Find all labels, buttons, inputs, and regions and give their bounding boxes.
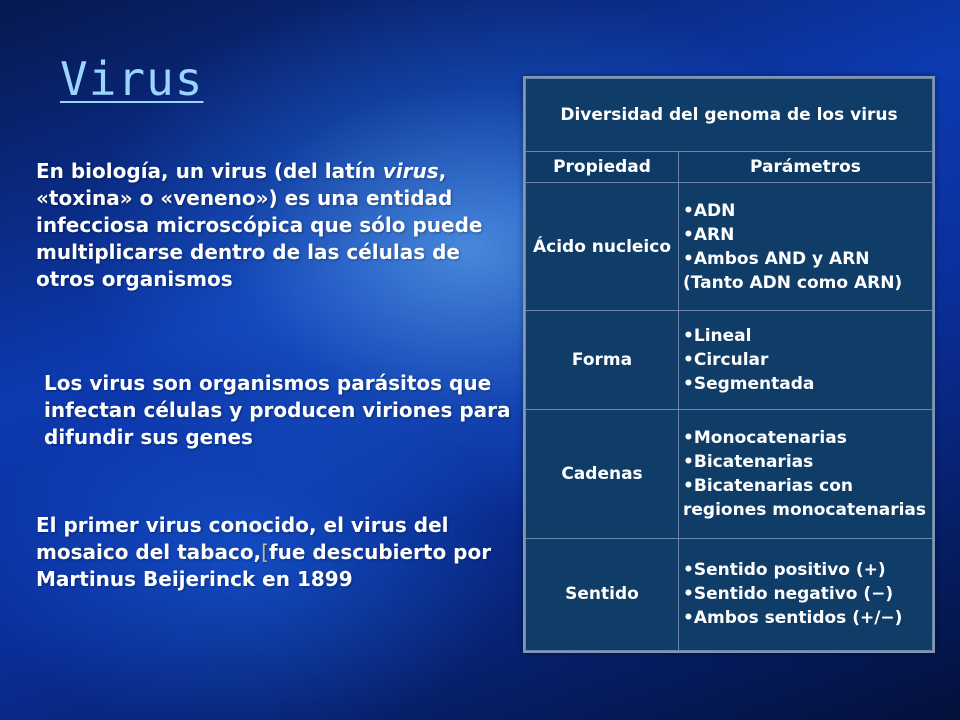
parameter-item: •Lineal [683, 325, 752, 346]
parameter-item: •Ambos sentidos (+/−) [683, 608, 903, 629]
history-paragraph [36, 512, 506, 593]
parameter-item: •ARN [683, 224, 735, 245]
row-parameters-strands [679, 410, 933, 538]
parameter-item: •Circular [683, 349, 769, 370]
history-text-end: fue descubierto por Martinus Beijerinck en 1899 [36, 540, 492, 591]
table-row [526, 310, 933, 409]
column-header-parameters: Parámetros [679, 152, 933, 183]
parameter-item: •Sentido positivo (+) [683, 560, 886, 581]
history-text-start: El primer virus conocido, el virus del mosaico del tabaco, [36, 513, 449, 564]
parameter-item: •Segmentada [683, 373, 815, 394]
parameter-item: •Ambos AND y ARN (Tanto ADN como ARN) [683, 248, 903, 293]
parameter-item: •Sentido negativo (−) [683, 584, 894, 605]
parameter-item: •Bicatenarias con regiones monocatenarias [683, 475, 927, 520]
parameter-item: •Monocatenarias [683, 427, 847, 448]
parasite-paragraph: Los virus son organismos parásitos que infectan células y producen viriones para difundir sus genes [44, 371, 511, 449]
table-row [526, 538, 933, 650]
definition-paragraph [36, 158, 506, 293]
definition-text-end: , «toxina» o «veneno») es una entidad infecciosa microscópica que sólo puede multiplicarse dentro de las células de otros organismos [36, 159, 483, 291]
row-parameters-sense [679, 538, 933, 650]
row-parameters-shape [679, 310, 933, 409]
row-property-sense: Sentido [526, 538, 679, 650]
table-row [526, 410, 933, 538]
genome-diversity-table [523, 76, 935, 653]
slide-title[interactable]: Virus [60, 52, 204, 106]
row-property-shape: Forma [526, 310, 679, 409]
row-parameters-nucleic-acid [679, 183, 933, 310]
parameter-item: •Bicatenarias [683, 451, 814, 472]
table-title: Diversidad del genoma de los virus [526, 79, 933, 152]
reference-link[interactable]: [ [261, 540, 269, 564]
row-property-nucleic-acid: Ácido nucleico [526, 183, 679, 310]
column-header-property: Propiedad [526, 152, 679, 183]
latin-term: virus [382, 159, 439, 183]
definition-text-start: En biología, un virus (del latín [36, 159, 383, 183]
row-property-strands: Cadenas [526, 410, 679, 538]
parameter-item: •ADN [683, 200, 736, 221]
table-row [526, 183, 933, 310]
